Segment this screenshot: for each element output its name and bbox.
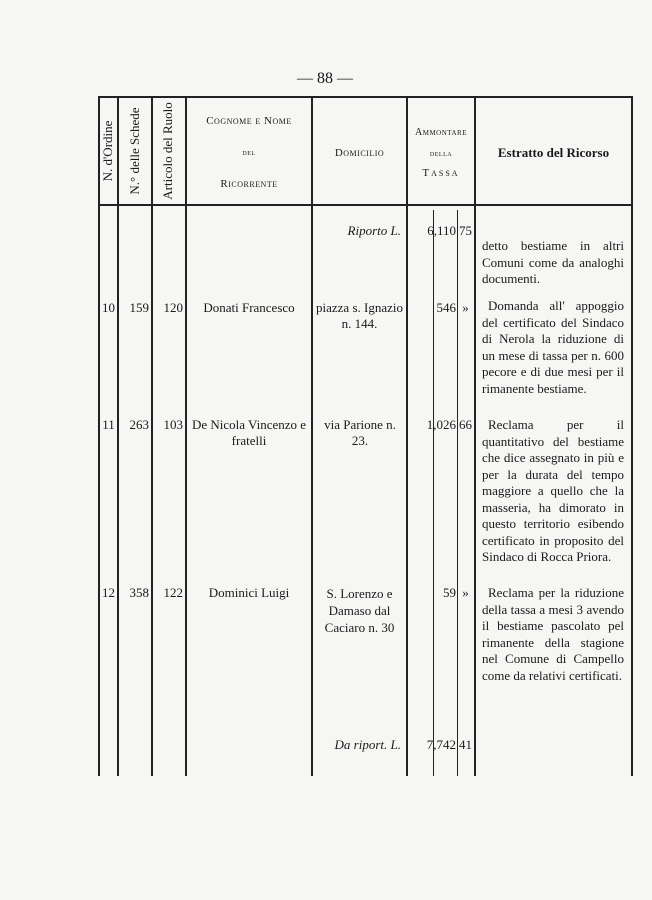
cell-lire: 59: [443, 585, 456, 600]
col-line: [457, 210, 458, 776]
header-nome-2: del: [242, 147, 256, 157]
cell-ordine: 10: [102, 300, 115, 315]
cell-extract: Reclama per la riduzione della tassa a mesi 3 avendo il bestiame pascolato pel rimanente della stagione nel Comune di Campello come da relativi certificati.: [482, 585, 624, 683]
cell-ruolo: 103: [163, 417, 183, 432]
table-top-border: [98, 96, 632, 98]
cell-ruolo: 120: [163, 300, 183, 315]
page-number: — 88 —: [297, 70, 353, 87]
riporto-cent: 75: [459, 223, 472, 238]
cell-lire: 546: [436, 300, 456, 315]
header-nome-3: Ricorrente: [220, 178, 278, 190]
col-line: [474, 96, 476, 776]
cell-domicilio: S. Lorenzo e Damaso dal Caciaro n. 30: [324, 586, 395, 635]
cell-ordine: 12: [102, 585, 115, 600]
col-line: [185, 96, 187, 776]
cell-nome: De Nicola Vincenzo e fratelli: [191, 417, 307, 448]
cell-domicilio: via Parione n. 23.: [324, 417, 396, 448]
header-ordine: N. d'Ordine: [100, 120, 115, 182]
cell-schede: 358: [129, 585, 149, 600]
col-line: [433, 210, 434, 776]
col-line: [151, 96, 153, 776]
cell-lire: 1,026: [426, 417, 456, 432]
header-nome-1: Cognome e Nome: [206, 115, 292, 127]
cell-cent: »: [462, 585, 469, 600]
da-riportare-cent: 41: [459, 737, 472, 752]
col-line: [311, 96, 313, 776]
cell-ordine: 11: [102, 417, 115, 432]
header-estratto: Estratto del Ricorso: [497, 145, 610, 160]
cell-cent: 66: [459, 417, 472, 432]
da-riportare-lire: 7,742: [426, 737, 456, 752]
header-bottom-border: [98, 204, 632, 206]
header-tassa-3: Tassa: [422, 167, 460, 179]
header-tassa-2: della: [429, 148, 453, 158]
riporto-lire: 6,110: [427, 223, 456, 238]
riporto-label: Riporto L.: [347, 223, 401, 238]
col-line: [631, 96, 633, 776]
cell-nome: Donati Francesco: [203, 300, 295, 315]
col-line: [117, 96, 119, 776]
header-tassa-1: Ammontare: [415, 127, 467, 138]
cell-extract: Domanda all' appoggio del certificato del Sindaco di Nerola la riduzione di un mese di tassa per n. 600 pecore e di due mesi per il rimanente bestiame.: [482, 298, 624, 396]
col-line: [406, 96, 408, 776]
cell-cent: »: [462, 300, 469, 315]
cell-schede: 159: [129, 300, 149, 315]
header-schede: N.° delle Schede: [127, 107, 142, 195]
cell-schede: 263: [129, 417, 149, 432]
header-domicilio: Domicilio: [334, 147, 385, 159]
cell-extract: Reclama per il quantitativo del bestiame che dice assegnato in più e per la durata del tempo maggiore a quello che la masseria, ha dimorato in questo territorio esibendo certificato in proposito del Sindaco di Rocca Priora.: [482, 417, 624, 564]
header-ruolo: Articolo del Ruolo: [160, 102, 175, 200]
riporto-extract: detto bestiame in altri Comuni come da analoghi documenti.: [482, 238, 624, 286]
da-riportare-label: Da riport. L.: [334, 737, 401, 752]
cell-nome: Dominici Luigi: [208, 585, 290, 600]
cell-ruolo: 122: [163, 585, 183, 600]
cell-domicilio: piazza s. Ignazio n. 144.: [316, 300, 403, 331]
